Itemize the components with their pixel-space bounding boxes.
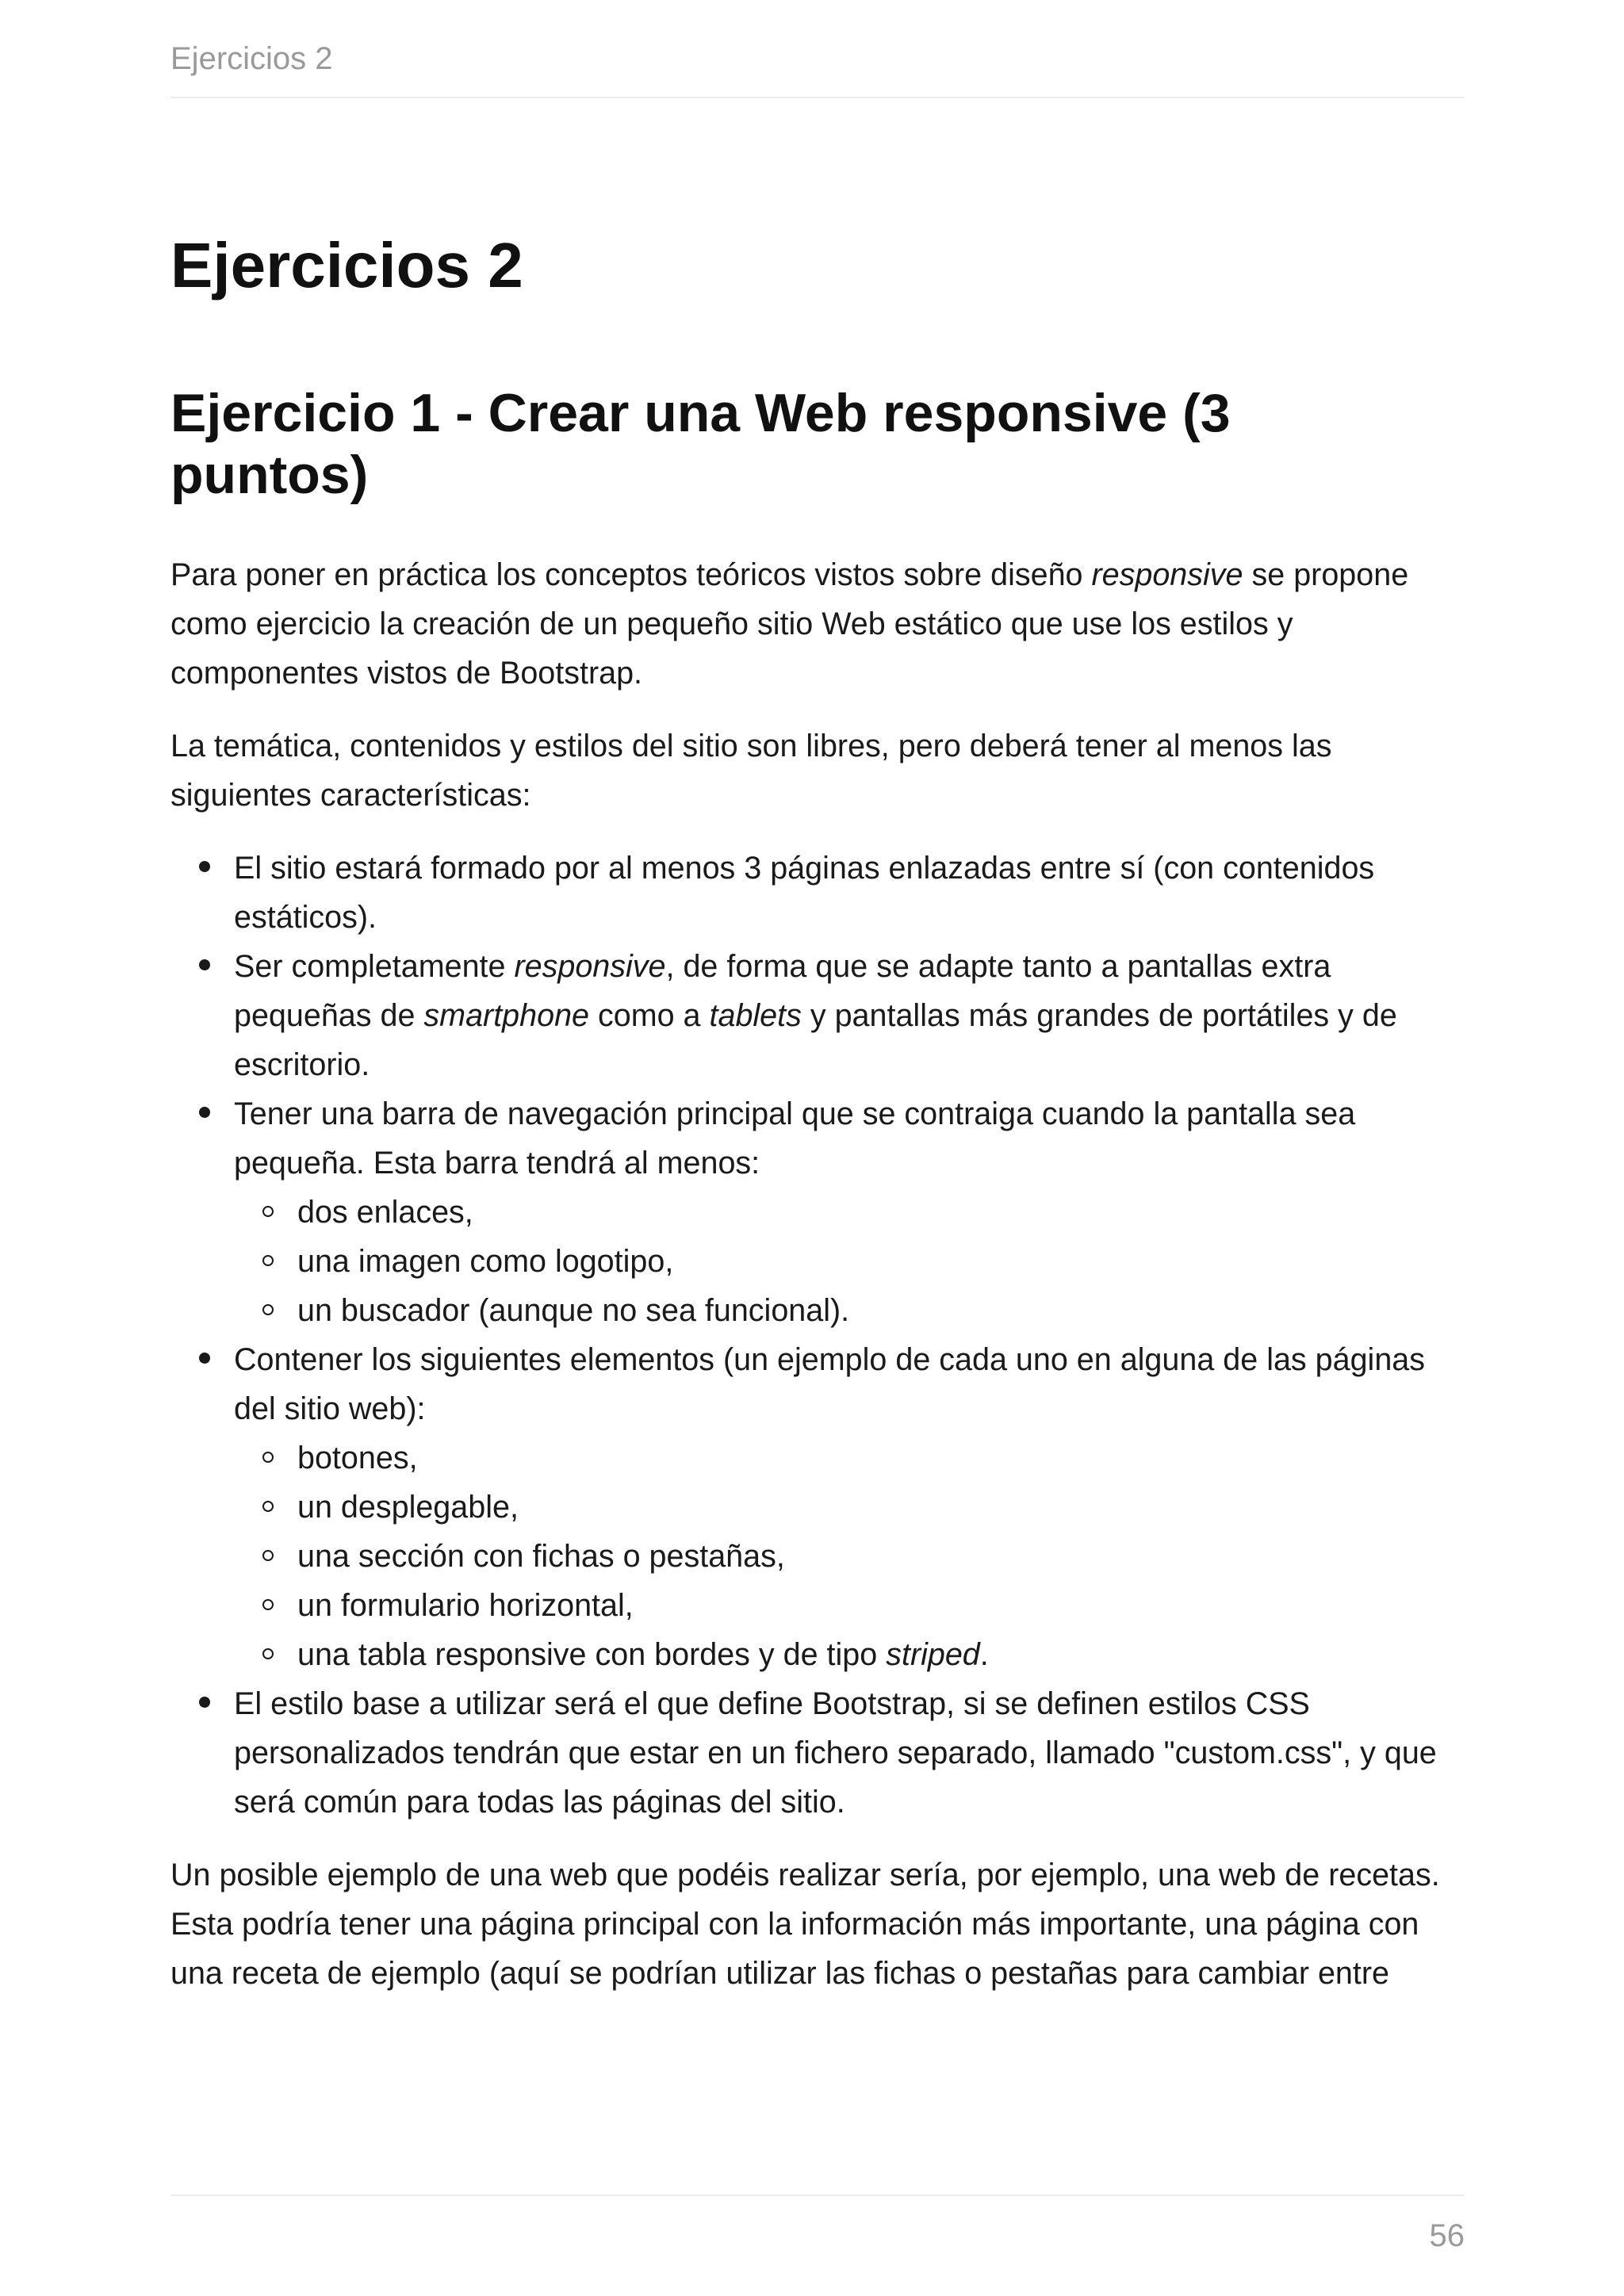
emphasis-text: tablets <box>709 998 802 1033</box>
list-item-text: El sitio estará formado por al menos 3 páginas enlazadas entre sí (con contenidos estáticos). <box>234 851 1375 935</box>
sub-list-item <box>234 1532 1465 1581</box>
sub-list-item-text: un buscador (aunque no sea funcional). <box>297 1293 850 1328</box>
text-run: . <box>979 1637 989 1672</box>
text-run: se propone como ejercicio la creación de un pequeño sitio Web estático que use los estilos y componentes vistos de Bootstrap. <box>170 557 1409 691</box>
list-item <box>170 1335 1465 1679</box>
sub-list-item <box>234 1483 1465 1532</box>
list-item-text: Contener los siguientes elementos (un ejemplo de cada uno en alguna de las páginas del sitio web): <box>234 1342 1426 1426</box>
bullet-circle-icon <box>262 1648 274 1659</box>
sub-list-item-text: una sección con fichas o pestañas, <box>297 1539 785 1574</box>
page-content <box>170 222 1465 1998</box>
paragraph-example: Un posible ejemplo de una web que podéis realizar sería, por ejemplo, una web de recetas. Esta podría tener una página principal con la información más importante, una página con una receta de ejemplo (aquí se podrían utilizar las fichas o pestañas para cambiar entre <box>170 1858 1440 1991</box>
section-title: Ejercicio 1 - Crear una Web responsive (3 puntos) <box>170 383 1231 505</box>
bullet-circle-icon <box>262 1206 274 1217</box>
bullet-circle-icon <box>262 1255 274 1266</box>
list-item-text: El estilo base a utilizar será el que define Bootstrap, si se definen estilos CSS personalizados tendrán que estar en un fichero separado, llamado "custom.css", y que será común para todas las páginas del sitio. <box>234 1686 1437 1820</box>
header-divider <box>170 97 1465 98</box>
bullet-dot-icon <box>199 959 210 970</box>
paragraph-features-intro: La temática, contenidos y estilos del sitio son libres, pero deberá tener al menos las siguientes características: <box>170 729 1332 813</box>
bullet-circle-icon <box>262 1599 274 1610</box>
text-run: , de forma que se adapte tanto a pantallas extra pequeñas de <box>234 949 1331 1033</box>
navbar-requirements-list <box>234 1188 1465 1335</box>
sub-list-item-text: un formulario horizontal, <box>297 1588 634 1623</box>
feature-list <box>170 844 1465 1827</box>
text-run: y pantallas más grandes de portátiles y de escritorio. <box>234 998 1397 1082</box>
elements-requirements-list <box>234 1433 1465 1679</box>
emphasis-text: responsive <box>1091 557 1243 592</box>
bullet-dot-icon <box>199 1697 210 1708</box>
sub-list-item <box>234 1433 1465 1483</box>
paragraph-intro <box>170 550 1465 698</box>
text-run: Ser completamente <box>234 949 515 984</box>
bullet-circle-icon <box>262 1550 274 1561</box>
sub-list-item <box>234 1188 1465 1237</box>
running-header: Ejercicios 2 <box>170 41 333 76</box>
emphasis-text: responsive <box>514 949 666 984</box>
bullet-dot-icon <box>199 861 210 872</box>
text-run: como a <box>589 998 710 1033</box>
emphasis-text: striped <box>886 1637 980 1672</box>
bullet-circle-icon <box>262 1452 274 1463</box>
list-item <box>170 942 1465 1089</box>
page-number: 56 <box>1429 2218 1465 2253</box>
text-run: Para poner en práctica los conceptos teóricos vistos sobre diseño <box>170 557 1092 592</box>
sub-list-item <box>234 1630 1465 1679</box>
sub-list-item <box>234 1286 1465 1335</box>
sub-list-item-text: una imagen como logotipo, <box>297 1244 674 1279</box>
bullet-circle-icon <box>262 1501 274 1512</box>
emphasis-text: smartphone <box>423 998 590 1033</box>
sub-list-item <box>234 1237 1465 1286</box>
sub-list-item <box>234 1581 1465 1630</box>
bullet-dot-icon <box>199 1353 210 1364</box>
list-item <box>170 1089 1465 1335</box>
list-item <box>170 844 1465 942</box>
sub-list-item-text: un desplegable, <box>297 1490 519 1525</box>
list-item <box>170 1679 1465 1827</box>
bullet-dot-icon <box>199 1107 210 1118</box>
sub-list-item-text: botones, <box>297 1441 418 1475</box>
list-item-text: Tener una barra de navegación principal que se contraiga cuando la pantalla sea pequeña. Esta barra tendrá al menos: <box>234 1096 1356 1181</box>
chapter-title: Ejercicios 2 <box>170 230 523 300</box>
bullet-circle-icon <box>262 1304 274 1315</box>
footer-divider <box>170 2195 1465 2196</box>
text-run: una tabla responsive con bordes y de tipo <box>297 1637 887 1672</box>
sub-list-item-text: dos enlaces, <box>297 1195 473 1230</box>
